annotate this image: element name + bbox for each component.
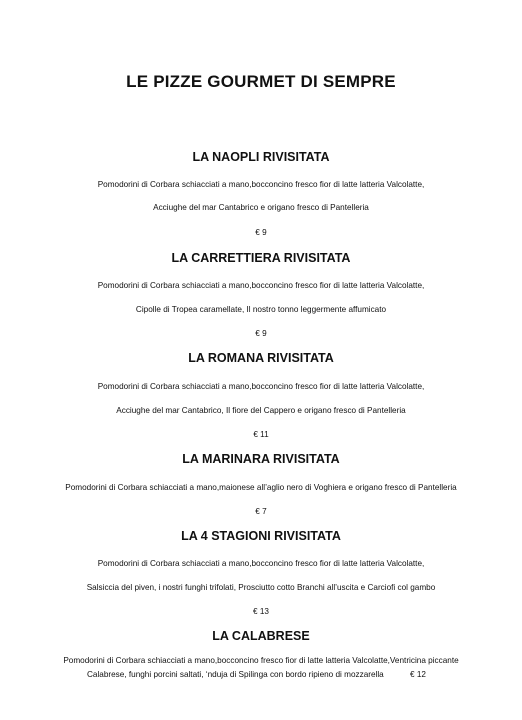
- item-name-carrettiera: LA CARRETTIERA RIVISITATA: [171, 251, 351, 265]
- item-name-marinara: LA MARINARA RIVISITATA: [182, 452, 340, 466]
- item-price: € 7: [255, 507, 267, 516]
- item-price: € 9: [255, 228, 267, 237]
- item-description-line: Pomodorini di Corbara schiacciati a mano,bocconcino fresco fior di latte latteria Valcolatte,: [97, 281, 425, 290]
- item-price: € 12: [410, 670, 426, 679]
- item-price: € 9: [255, 329, 267, 338]
- item-description-line: Acciughe del mar Cantabrico e origano fresco di Pantelleria: [153, 203, 369, 212]
- item-description-line: Acciughe del mar Cantabrico, Il fiore del Cappero e origano fresco di Pantelleria: [116, 406, 406, 415]
- item-price: € 13: [253, 607, 269, 616]
- item-description-line: Pomodorini di Corbara schiacciati a mano,bocconcino fresco fior di latte latteria Valcolatte,: [97, 559, 425, 568]
- item-name-napoli: LA NAOPLI RIVISITATA: [192, 150, 330, 164]
- item-description-line: Salsiccia del piven, i nostri funghi trifolati, Prosciutto cotto Branchi all’uscita e Carciofi col gambo: [86, 583, 436, 592]
- item-description-line: Pomodorini di Corbara schiacciati a mano,bocconcino fresco fior di latte latteria Valcolatte,Ventricina piccante: [63, 656, 459, 665]
- page-title: LE PIZZE GOURMET DI SEMPRE: [126, 72, 396, 91]
- item-description-line: Calabrese, funghi porcini saltati, ‘nduja di Spilinga con bordo ripieno di mozzarella: [87, 670, 384, 679]
- item-name-romana: LA ROMANA RIVISITATA: [188, 351, 334, 365]
- item-name-calabrese: LA CALABRESE: [212, 629, 310, 643]
- item-name-4-stagioni: LA 4 STAGIONI RIVISITATA: [181, 529, 341, 543]
- item-description-line: Pomodorini di Corbara schiacciati a mano,bocconcino fresco fior di latte latteria Valcolatte,: [97, 180, 425, 189]
- item-price: € 11: [253, 430, 269, 439]
- item-description-line: Pomodorini di Corbara schiacciati a mano,bocconcino fresco fior di latte latteria Valcolatte,: [97, 382, 425, 391]
- item-description-line: Cipolle di Tropea caramellate, Il nostro tonno leggermente affumicato: [135, 305, 387, 314]
- item-description-line: Pomodorini di Corbara schiacciati a mano,maionese all’aglio nero di Voghiera e origano fresco di Pantelleria: [65, 483, 457, 492]
